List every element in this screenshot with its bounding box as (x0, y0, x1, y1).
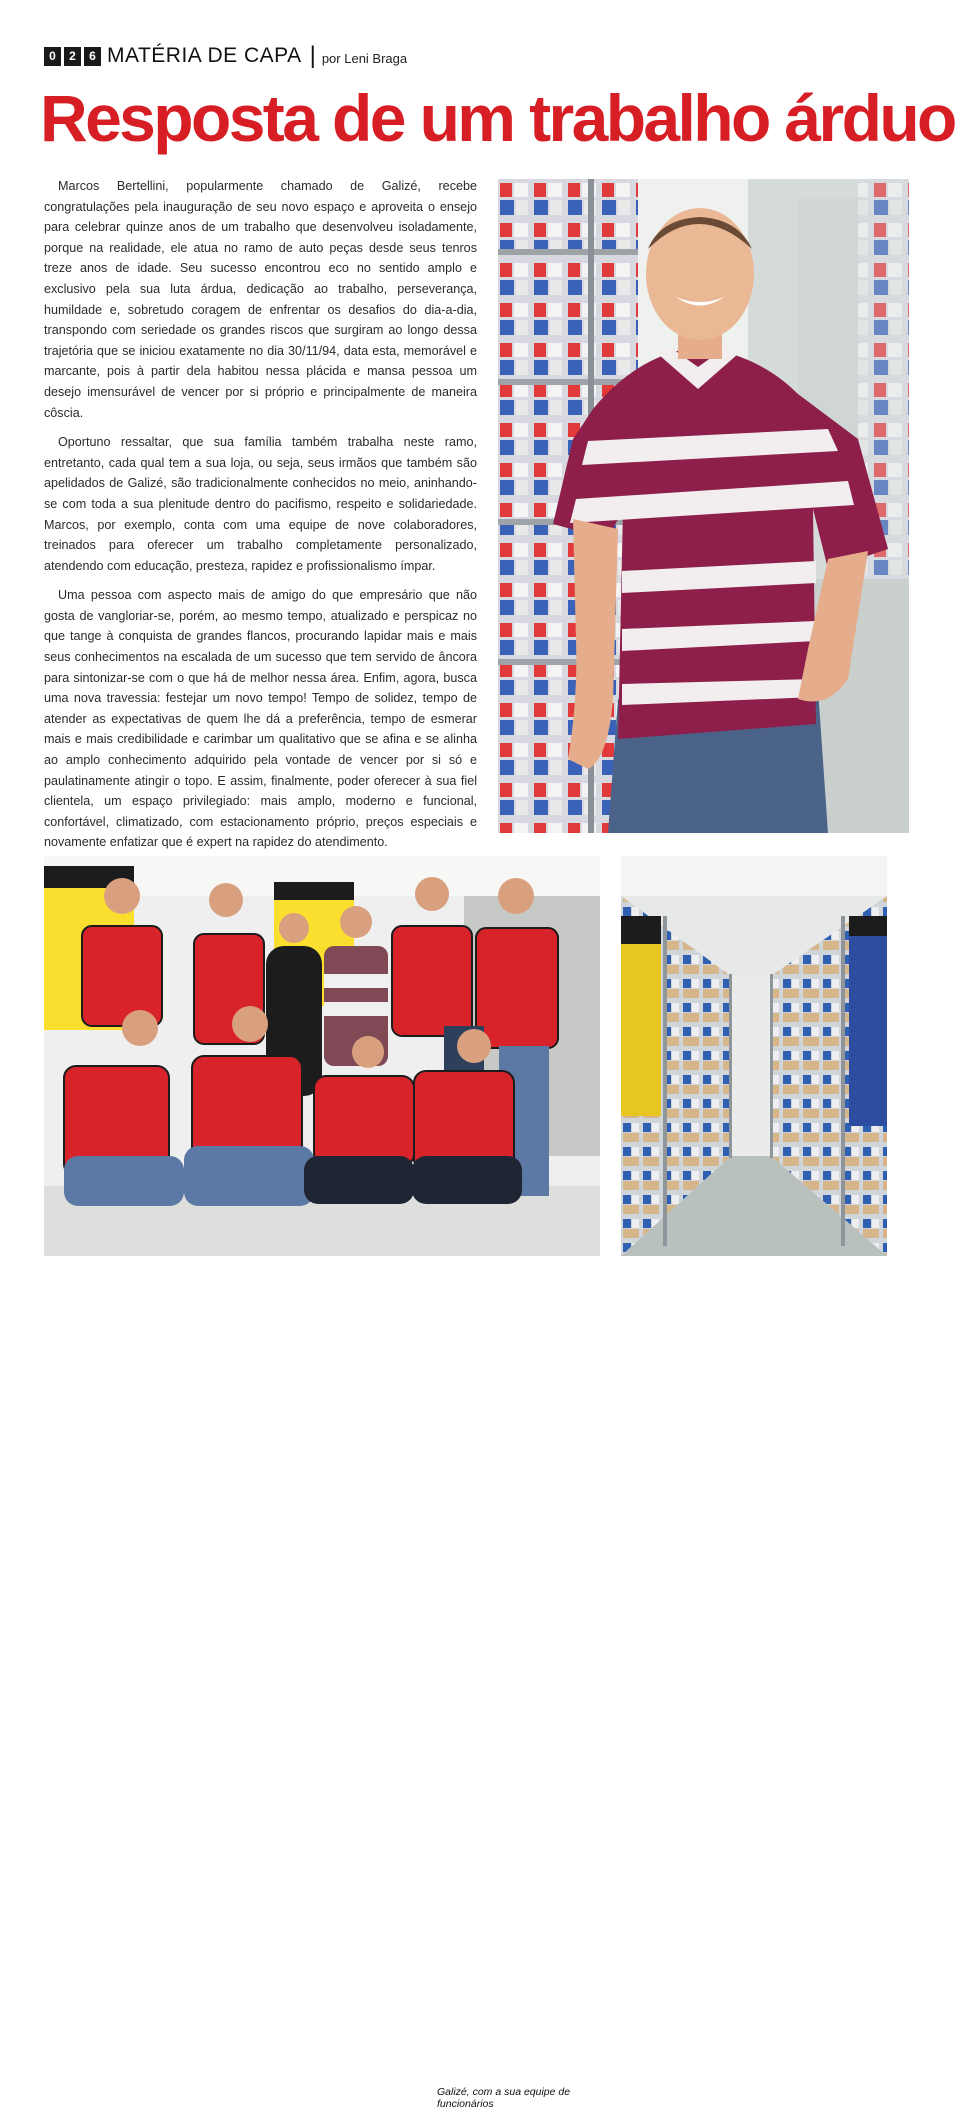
author-byline: por Leni Braga (321, 50, 408, 66)
team-photo (44, 856, 600, 2110)
page-digit: 6 (84, 47, 101, 66)
page-number (44, 47, 101, 66)
page-digit: 0 (44, 47, 61, 66)
team-illustration (44, 856, 600, 1256)
article-paragraph: Uma pessoa com aspecto mais de amigo do que empresário que não gosta de vangloriar-se, porém, ao mesmo tempo, atualizado e perspicaz no que tange à conquista de grandes flancos, procurando lapidar mais e mais seus conhecimentos na escalada de um sucesso que tem servido de âncora para sintonizar-se com o que há de melhor nessa área. Enfim, agora, busca uma nova travessia: festejar um novo tempo! Tempo de solidez, tempo de atender as expectativas de quem lhe dá a preferência, tempo de esmerar mais e mais credibilidade e carimbar um qualitativo que se afina e se alinha ao amplo conhecimento adquirido pela vontade de vencer por si só e paulatinamente atingir o topo. E assim, finalmente, poder oferecer à sua fiel clientela, um espaço privilegiado: mais amplo, moderno e funcional, confortável, climatizado, com estacionamento próprio, preços especiais e novamente enfatizar que é expert na rapidez do atendimento. (44, 588, 477, 850)
article-paragraph: Oportuno ressaltar, que sua família também trabalha neste ramo, entretanto, cada qual tem a sua loja, ou seja, seus irmãos que também são apelidados de Galizé, são tradicionalmente conhecidos no meio, aninhando-se com toda a sua plenitude dentro do pacifismo, respeito e solidariedade. Marcos, por exemplo, conta com uma equipe de nove colaboradores, treinados para oferecer um trabalho completamente personalizado, atendendo com educação, presteza, rapidez e profissionalismo ímpar. (44, 435, 477, 573)
portrait-illustration (498, 179, 909, 833)
article-headline: Resposta de um trabalho árduo (40, 81, 955, 155)
team-photo-caption: Galizé, com a sua equipe de funcionários (429, 2082, 600, 2114)
section-title: MATÉRIA DE CAPA (107, 44, 302, 67)
page-header (44, 42, 407, 70)
store-aisle-illustration (621, 856, 887, 1256)
page-digit: 2 (64, 47, 81, 66)
article-body (44, 176, 477, 933)
store-aisle-photo (621, 856, 887, 1256)
article-paragraph: Marcos Bertellini, popularmente chamado de Galizé, recebe congratulações pela inauguração de seu novo espaço e aproveita o ensejo para celebrar quinze anos de um trabalho que desenvolveu isoladamente, porque na realidade, ele atua no ramo de auto peças desde seus tenros treze anos de idade. Seu sucesso encontrou eco no sentido amplo e exclusivo pela sua luta árdua, dedicação ao trabalho, perseverança, humildade e, sobretudo coragem de enfrentar os desafios do dia-a-dia, transpondo com seriedade os grandes riscos que surgiram ao longo dessa trajetória que se iniciou exatamente no dia 30/11/94, data esta, memorável e marcante, pois à partir dela habitou nessa plácida e mansa pessoa um desejo imensurável de vencer por si próprio e principalmente de maneira côscia. (44, 179, 477, 420)
header-separator: | (309, 42, 316, 69)
portrait-photo (498, 179, 909, 833)
